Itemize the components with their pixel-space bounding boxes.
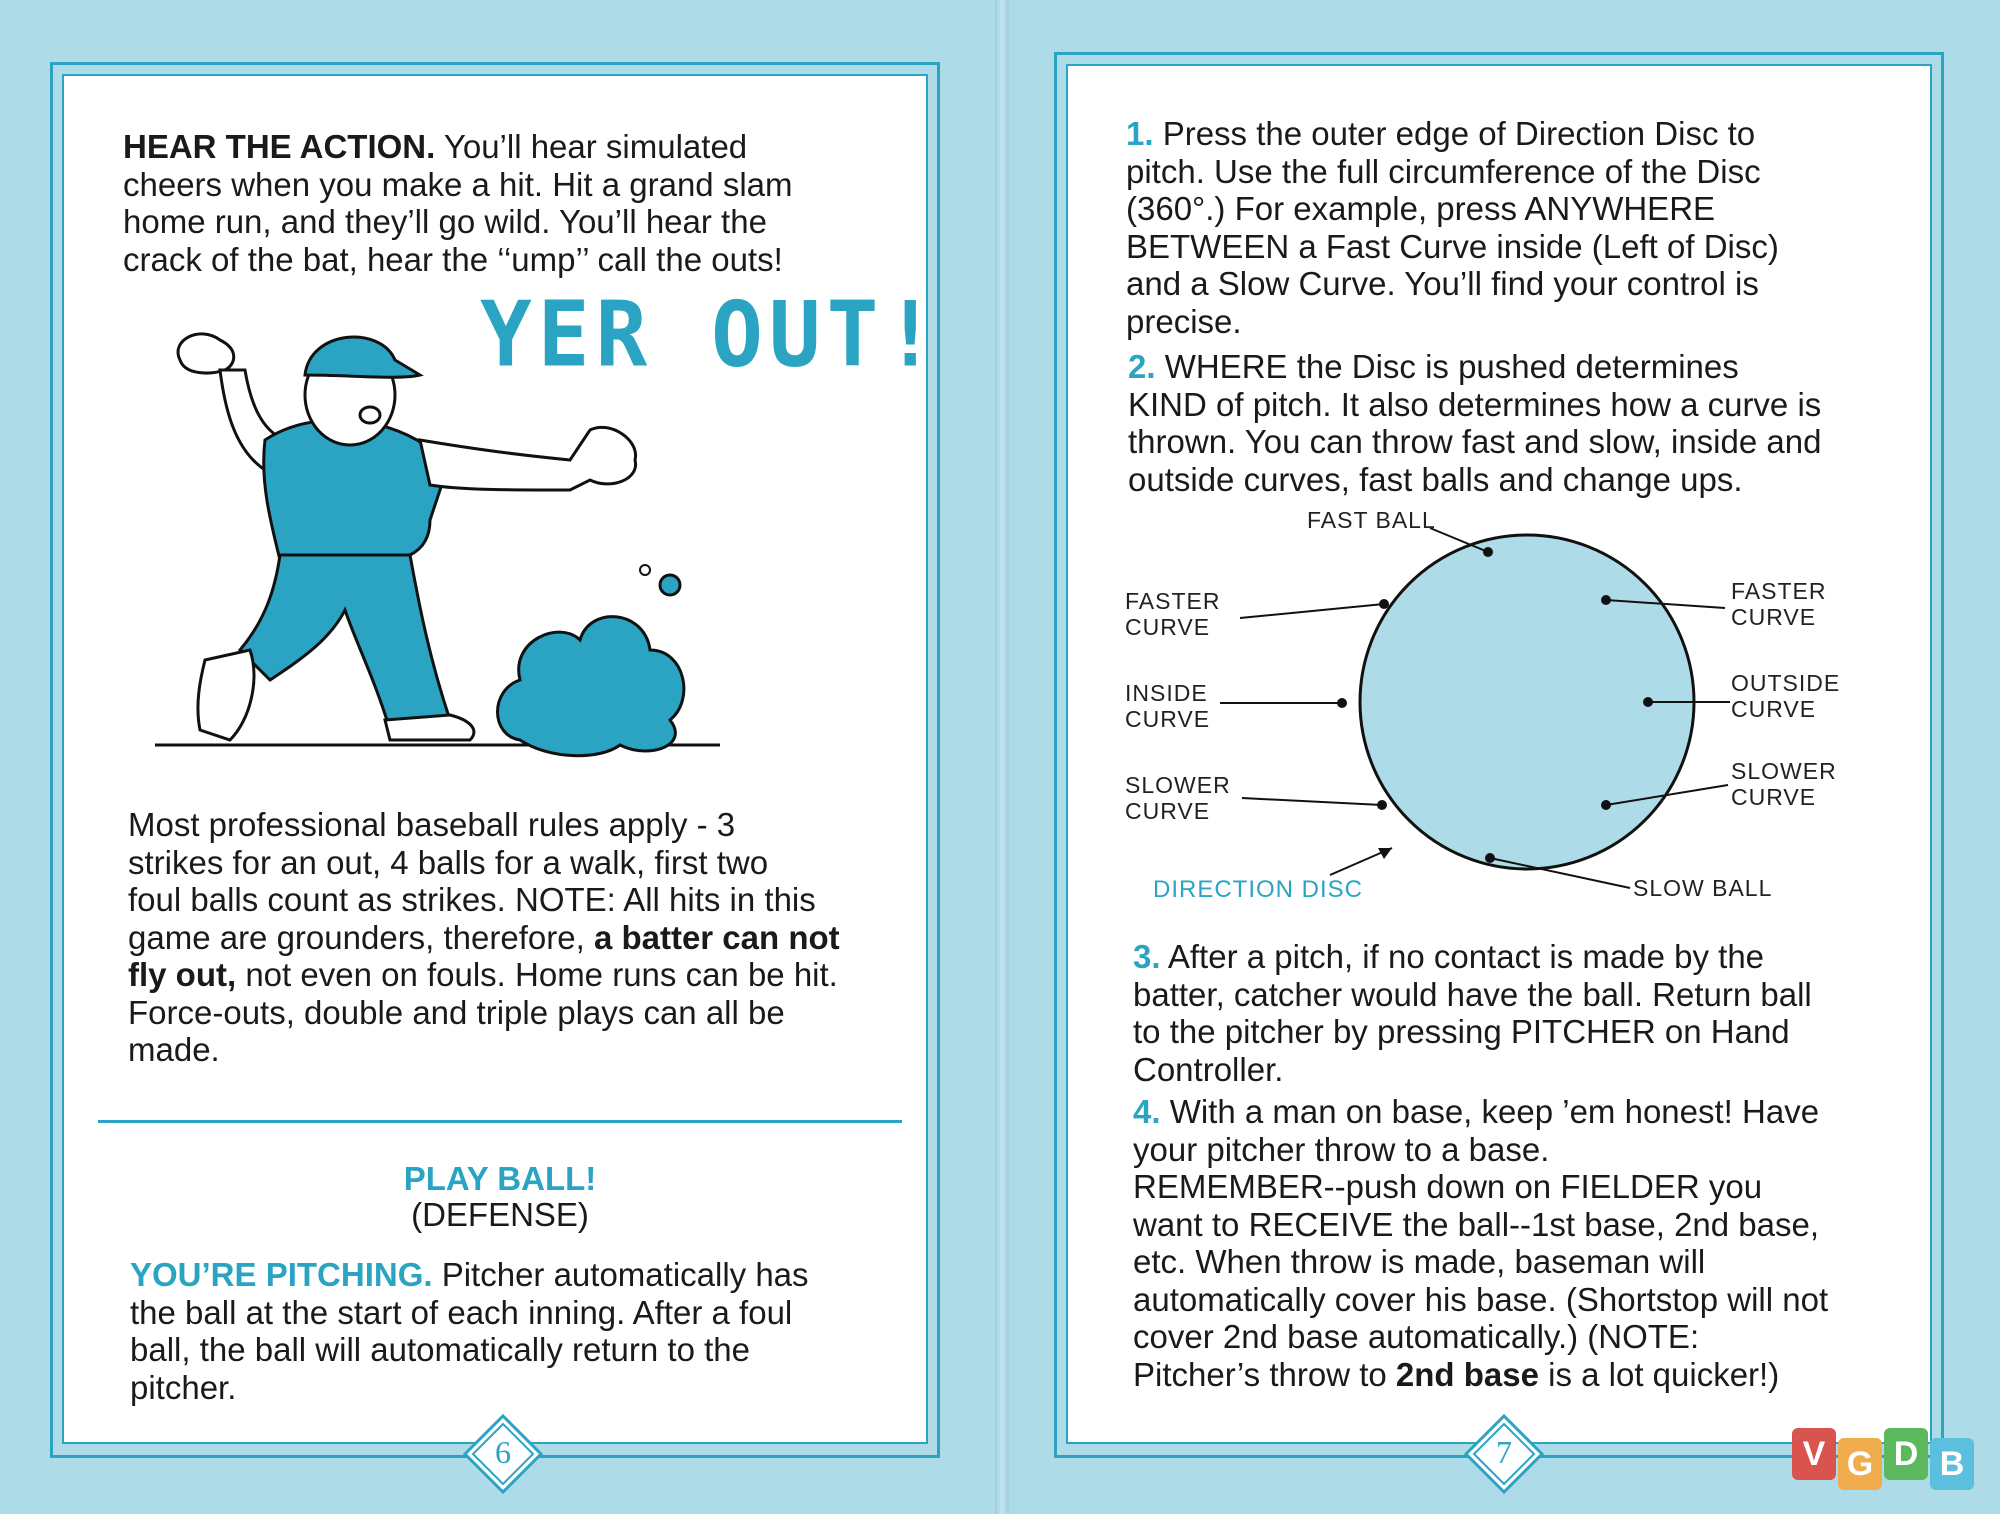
step-4-paragraph: 4. With a man on base, keep ’em honest! Have your pitcher throw to a base. REMEMBER--push down on FIELDER you want to RECEIVE the ball--1st base, 2nd base, etc. When throw is made, baseman will automatically cover his base. (Shortstop will not cover 2nd base automatically.) (NOTE: Pitcher’s throw to 2nd base is a lot quicker!) <box>1133 1093 1829 1393</box>
fast-ball-label: FAST BALL <box>1307 507 1436 533</box>
play-ball-title: PLAY BALL! <box>403 1160 597 1197</box>
yer-out-title: YER OUT! <box>480 282 943 388</box>
vgdb-tile-g: G <box>1838 1438 1882 1490</box>
left-page-number: 6 <box>495 1434 511 1470</box>
slower-curve-right-label: SLOWER CURVE <box>1731 758 1837 810</box>
faster-curve-right-label: FASTER CURVE <box>1731 578 1827 630</box>
step-2-paragraph: 2. WHERE the Disc is pushed determines KIND of pitch. It also determines how a curve is thrown. You can throw fast and slow, inside and outside curves, fast balls and change ups. <box>1128 348 1822 498</box>
step-1-number: 1. <box>1126 115 1154 152</box>
vgdb-tile-v: V <box>1792 1428 1836 1480</box>
vgdb-watermark-logo <box>1792 1428 1982 1492</box>
step-3-number: 3. <box>1133 938 1161 975</box>
hear-the-action-heading: HEAR THE ACTION. <box>123 128 436 165</box>
pitching-heading: YOU’RE PITCHING. <box>130 1256 433 1293</box>
section-divider <box>98 1120 902 1123</box>
play-ball-subtitle: (DEFENSE) <box>411 1196 589 1233</box>
book-spine <box>995 0 1009 1514</box>
direction-disc-label: DIRECTION DISC <box>1153 876 1364 903</box>
slower-curve-left-label: SLOWER CURVE <box>1125 772 1231 824</box>
vgdb-tile-b: B <box>1930 1438 1974 1490</box>
right-page-number-badge <box>1464 1414 1544 1494</box>
step-3-paragraph: 3. After a pitch, if no contact is made by the batter, catcher would have the ball. Return ball to the pitcher by pressing PITCHER on Hand Controller. <box>1133 938 1812 1088</box>
hear-the-action-paragraph: HEAR THE ACTION. You’ll hear simulated cheers when you make a hit. Hit a grand slam home run, and they’ll go wild. You’ll hear the crack of the bat, hear the ‘‘ump’’ call the outs! <box>123 128 793 278</box>
step-4-number: 4. <box>1133 1093 1161 1130</box>
inside-curve-label: INSIDE CURVE <box>1125 680 1211 732</box>
step-1-paragraph: 1. Press the outer edge of Direction Disc to pitch. Use the full circumference of the Disc (360°.) For example, press ANYWHERE BETWEEN a Fast Curve inside (Left of Disc) and a Slow Curve. You’ll find your control is precise. <box>1126 115 1779 340</box>
faster-curve-left-label: FASTER CURVE <box>1125 588 1221 640</box>
umpire-illustration <box>150 320 730 760</box>
slow-ball-label: SLOW BALL <box>1633 875 1773 901</box>
right-page-number: 7 <box>1496 1434 1512 1470</box>
rules-paragraph: Most professional baseball rules apply - 3 strikes for an out, 4 balls for a walk, first two foul balls count as strikes. NOTE: All hits in this game are grounders, therefore, a batter can not fly out, not even on fouls. Home runs can be hit. Force-outs, double and triple plays can all be made. <box>128 806 840 1068</box>
rules-bold-emphasis: a batter can not <box>593 918 840 956</box>
left-page-number-badge <box>463 1414 543 1494</box>
outside-curve-label: OUTSIDE CURVE <box>1731 670 1841 722</box>
pitching-paragraph: YOU’RE PITCHING. Pitcher automatically has the ball at the start of each inning. After a foul ball, the ball will automatically return to the pitcher. <box>130 1256 809 1406</box>
vgdb-tile-d: D <box>1884 1428 1928 1480</box>
step-2-number: 2. <box>1128 348 1156 385</box>
